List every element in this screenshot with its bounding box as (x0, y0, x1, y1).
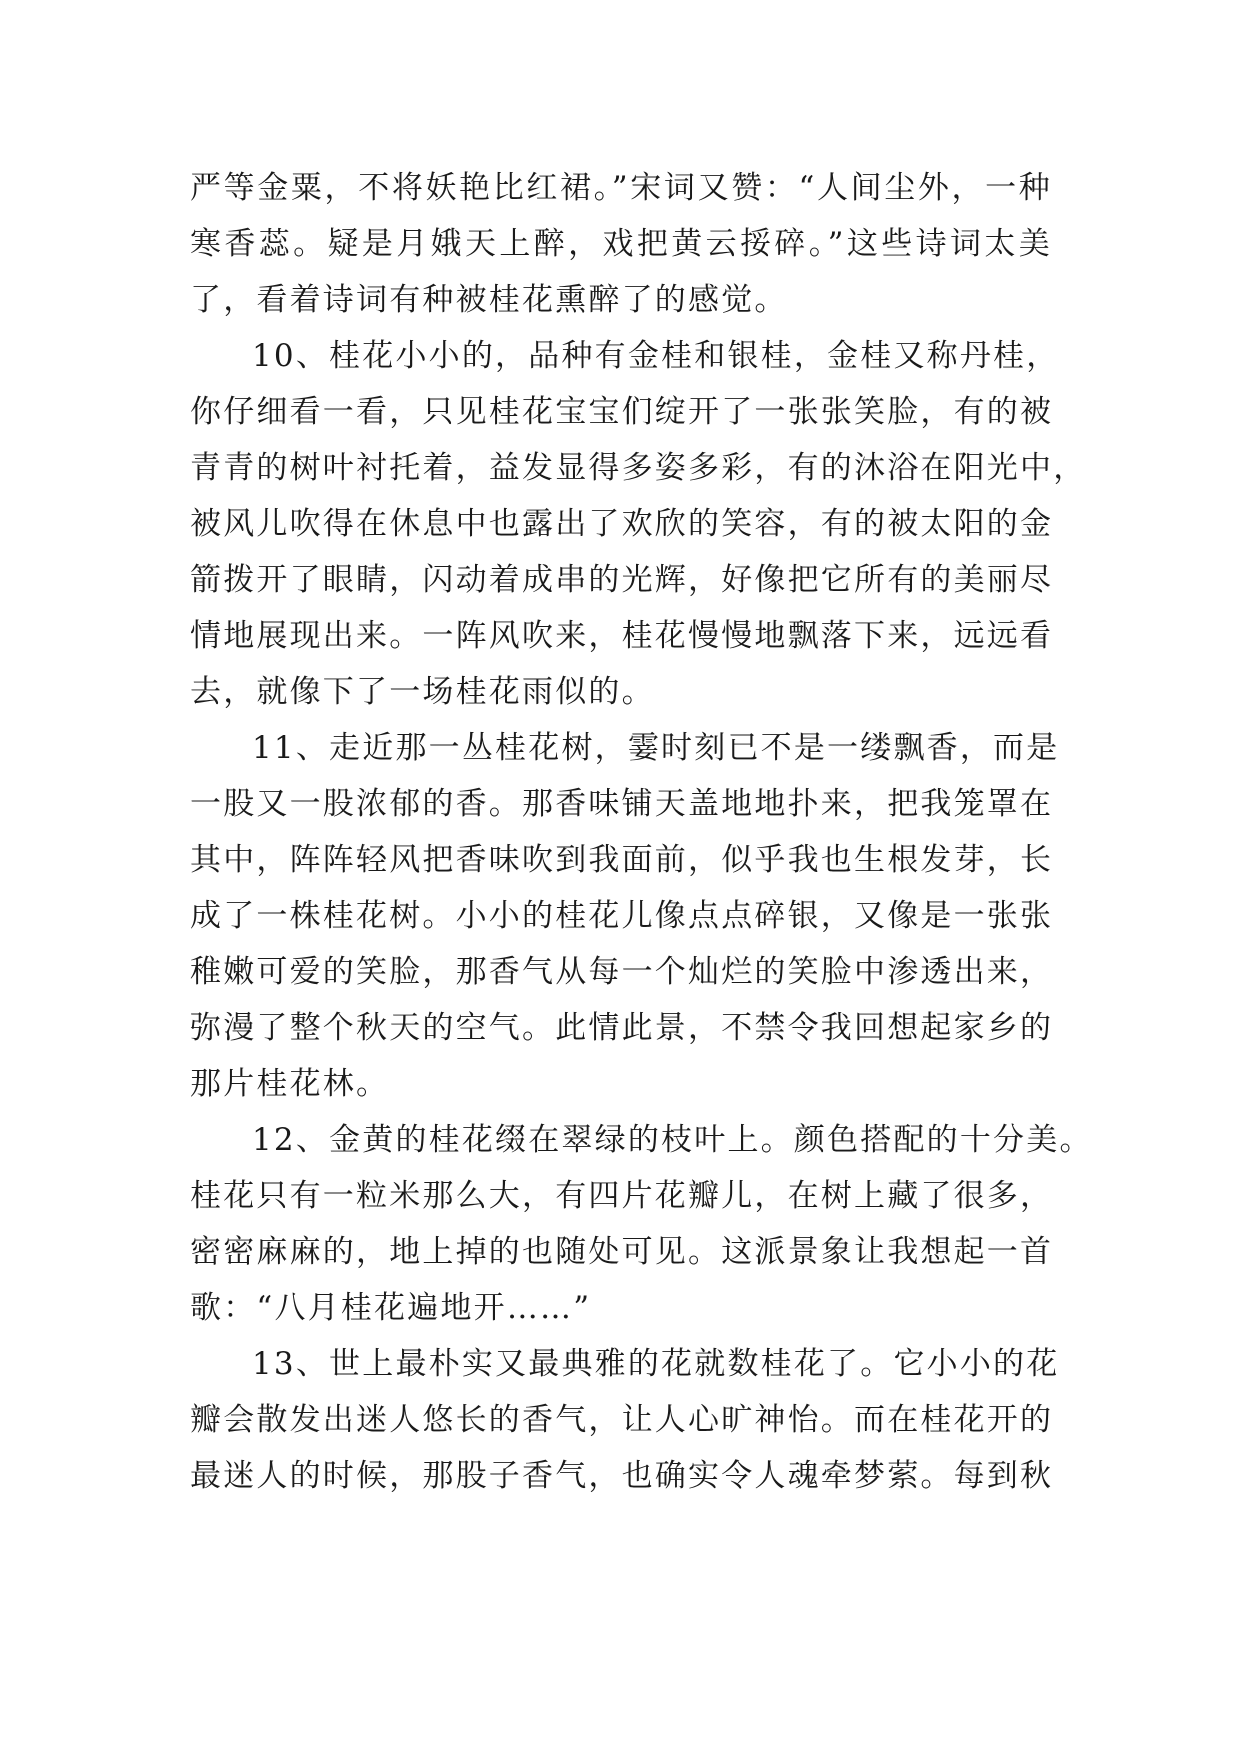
text-line: 去，就像下了一场桂花雨似的。 (190, 674, 655, 710)
text-line: 青青的树叶衬托着，益发显得多姿多彩，有的沐浴在阳光中， (190, 450, 1087, 486)
text-line: 稚嫩可爱的笑脸，那香气从每一个灿烂的笑脸中渗透出来， (190, 954, 1054, 990)
paragraph-first-line: 13、世上最朴实又最典雅的花就数桂花了。它小小的花 (252, 1346, 1060, 1382)
text-line: 瓣会散发出迷人悠长的香气，让人心旷神怡。而在桂花开的 (190, 1402, 1054, 1438)
text-line: 寒香蕊。疑是月娥天上醉，戏把黄云挼碎。”这些诗词太美 (190, 226, 1052, 262)
text-line: 弥漫了整个秋天的空气。此情此景，不禁令我回想起家乡的 (190, 1010, 1054, 1046)
paragraph-first-line: 12、金黄的桂花缀在翠绿的枝叶上。颜色搭配的十分美。 (252, 1122, 1093, 1158)
text-line: 被风儿吹得在休息中也露出了欢欣的笑容，有的被太阳的金 (190, 506, 1054, 542)
text-line: 桂花只有一粒米那么大，有四片花瓣儿，在树上藏了很多， (190, 1178, 1054, 1214)
text-line: 歌：“八月桂花遍地开……” (190, 1290, 592, 1326)
text-line: 成了一株桂花树。小小的桂花儿像点点碎银，又像是一张张 (190, 898, 1054, 934)
paragraph-first-line: 11、走近那一丛桂花树，霎时刻已不是一缕飘香，而是 (252, 730, 1060, 766)
text-line: 情地展现出来。一阵风吹来，桂花慢慢地飘落下来，远远看 (190, 618, 1054, 654)
text-line: 一股又一股浓郁的香。那香味铺天盖地地扑来，把我笼罩在 (190, 786, 1054, 822)
paragraph-first-line: 10、桂花小小的，品种有金桂和银桂，金桂又称丹桂， (252, 338, 1060, 374)
text-line: 最迷人的时候，那股子香气，也确实令人魂牵梦萦。每到秋 (190, 1458, 1054, 1494)
text-line: 了，看着诗词有种被桂花熏醉了的感觉。 (190, 282, 788, 318)
document-page (190, 160, 1093, 1504)
text-line: 那片桂花林。 (190, 1066, 390, 1102)
text-line: 密密麻麻的，地上掉的也随处可见。这派景象让我想起一首 (190, 1234, 1054, 1270)
text-line: 你仔细看一看，只见桂花宝宝们绽开了一张张笑脸，有的被 (190, 394, 1054, 430)
text-line: 箭拨开了眼睛，闪动着成串的光辉，好像把它所有的美丽尽 (190, 562, 1054, 598)
text-line: 严等金粟，不将妖艳比红裙。”宋词又赞：“人间尘外，一种 (190, 170, 1052, 206)
text-line: 其中，阵阵轻风把香味吹到我面前，似乎我也生根发芽，长 (190, 842, 1054, 878)
